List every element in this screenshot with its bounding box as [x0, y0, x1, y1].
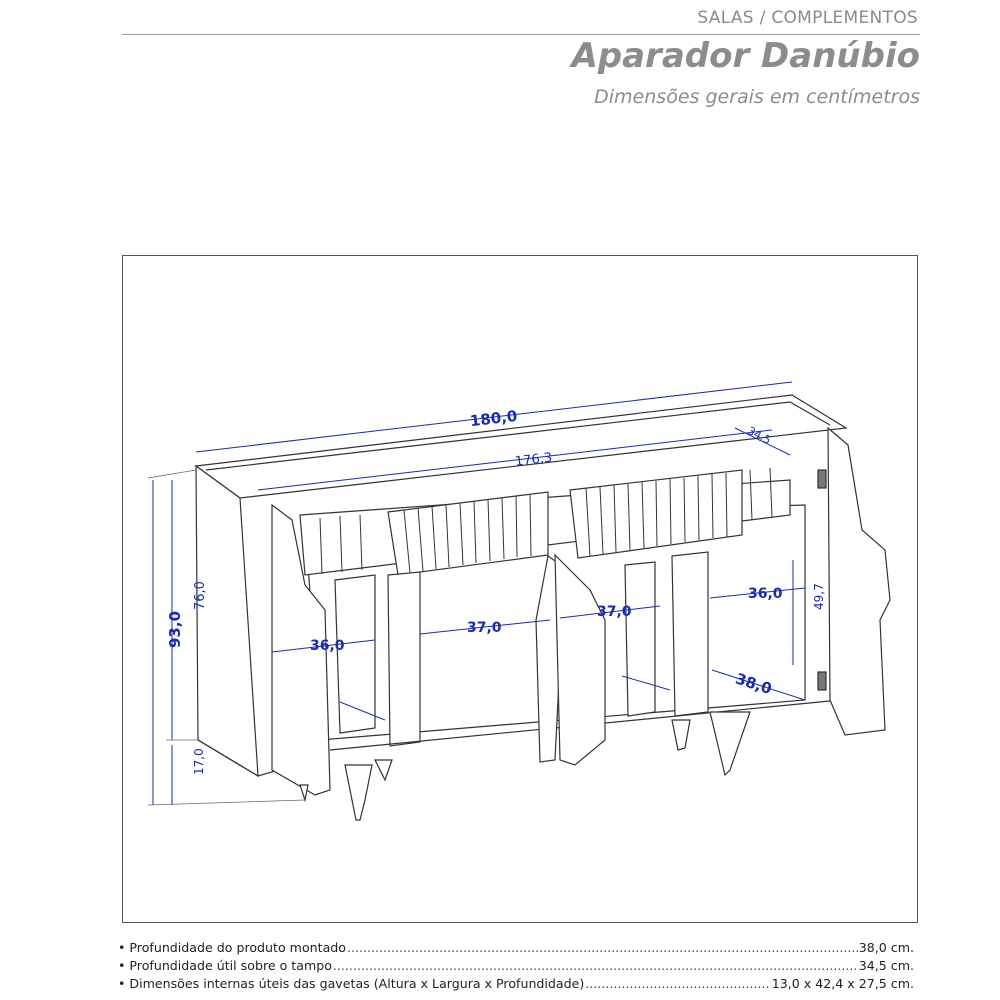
divider-3 [625, 562, 655, 716]
dim-mid-left-niche: 37,0 [467, 620, 502, 636]
category-label: SALAS / COMPLEMENTOS [697, 8, 918, 28]
spec-label: • Profundidade útil sobre o tampo [118, 958, 332, 973]
spec-leader [333, 958, 858, 973]
spec-list [118, 940, 914, 994]
leg-right [710, 712, 750, 775]
spec-label: • Dimensões internas úteis das gavetas (Altura x Largura x Profundidade) [118, 976, 585, 991]
dim-total-width: 180,0 [468, 406, 519, 431]
dim-total-height: 93,0 [166, 610, 184, 648]
spec-leader [347, 940, 858, 955]
hinge-top [818, 470, 826, 488]
leg-front-mid [375, 760, 392, 780]
divider-2 [388, 572, 420, 746]
spec-label: • Profundidade do produto montado [118, 940, 346, 955]
leg-back-mid [672, 720, 690, 750]
product-title: Aparador Danúbio [571, 36, 920, 76]
spec-row-drawer-dims [118, 976, 914, 994]
spec-leader [585, 976, 770, 991]
door-right [828, 428, 890, 735]
spec-row-depth [118, 940, 914, 958]
dim-top-depth: 34,5 [745, 424, 774, 448]
dim-body-height: 76,0 [193, 581, 208, 610]
left-side-panel [196, 466, 258, 776]
product-subtitle: Dimensões gerais em centímetros [594, 86, 920, 108]
hinge-bottom [818, 672, 826, 690]
dim-leg-height: 17,0 [192, 748, 206, 775]
divider-4 [672, 552, 708, 716]
dim-niche-height: 49,7 [812, 583, 826, 610]
spec-row-top-depth [118, 958, 914, 976]
divider-1 [335, 575, 375, 733]
dim-inner-width: 176,3 [514, 450, 554, 470]
leg-left-small [300, 785, 308, 800]
spec-value: 13,0 x 42,4 x 27,5 cm. [771, 976, 914, 991]
dim-mid-right-niche: 37,0 [597, 604, 632, 620]
dim-depth: 38,0 [733, 669, 774, 699]
spec-value: 34,5 cm. [858, 958, 914, 973]
dim-left-niche: 36,0 [310, 638, 345, 654]
dim-right-niche: 36,0 [748, 586, 783, 602]
leg-front-left [345, 765, 372, 820]
spec-value: 38,0 cm. [858, 940, 914, 955]
